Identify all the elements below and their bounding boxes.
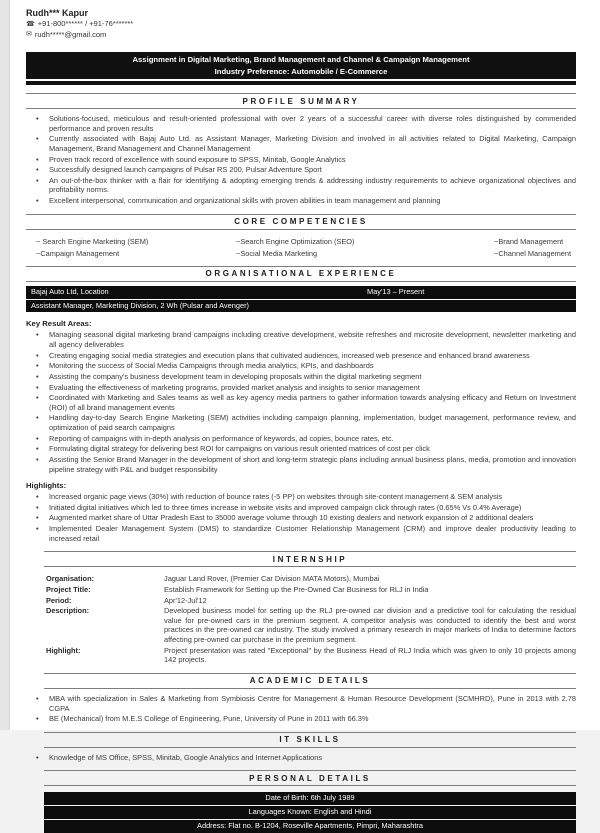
experience-role-row: [26, 300, 576, 313]
internship-row-label: Project Title:: [46, 584, 91, 594]
phone-icon: [26, 20, 35, 30]
profile-summary-list: [26, 114, 576, 206]
internship-row-label: Organisation:: [46, 574, 95, 584]
competency-item: ~Campaign Management: [36, 248, 120, 258]
list-item: • Proven track record of excellence with sound exposure to SPSS, Minitab, Google Analytics: [26, 155, 576, 165]
personal-details-box: [44, 792, 576, 833]
list-item: • Reporting of campaigns with in-depth analysis on performance of keywords, ad copies, bounce rates, etc.: [26, 434, 576, 444]
date-of-birth: Date of Birth: 6th July 1989: [44, 792, 576, 805]
section-title-organisational-experience: ORGANISATIONAL EXPERIENCE: [26, 266, 576, 282]
list-item: • Coordinated with Marketing and Sales teams as well as key agency media partners to gather information towards analysing efficacy and Return on Investment (ROI) of all brand management events: [26, 393, 576, 412]
competency-item: ~Search Engine Optimization (SEO): [236, 236, 355, 246]
list-item: • Excellent interpersonal, communication and organizational skills with proven abilities in team management and planning: [26, 196, 576, 206]
languages-known: Languages Known: English and Hindi: [44, 806, 576, 819]
internship-row-value: Establish Framework for Setting up the Pre-Owned Car Business for RLJ in India: [164, 584, 429, 594]
email-icon: [26, 30, 32, 40]
list-item: • Evaluating the effectiveness of marketing programs, provided market analysis and insights to senior management: [26, 383, 576, 393]
list-item: • Currently associated with Bajaj Auto Ltd. as Assistant Manager, Marketing Division and involved in all activities related to Digital Marketing, Campaign Management, Brand Management and Channel Management: [26, 134, 576, 153]
list-item: • MBA with specialization in Sales & Marketing from Symbiosis Centre for Management & Human Resource Development (SCMHRD), Pune in 2013 with 2.78 CGPA: [26, 694, 576, 713]
banner-strip: [26, 81, 576, 85]
list-item: • Assisting the Senior Brand Manager in the development of short and long-term strategic plans including annual business plans, media, promotion and innovation pipeline strategy with P&L and budget responsibility: [26, 455, 576, 474]
list-item: • Solutions-focused, meticulous and result-oriented professional with over 2 years of a successful career with diverse roles distinguished by commended performance and proven results: [26, 114, 576, 133]
internship-row-value: Apr'12-Jul'12: [164, 595, 207, 605]
candidate-name: Rudh*** Kapur: [26, 8, 89, 18]
internship-row-value: Project presentation was rated "Exceptional" by the Business Head of RLJ India which was given to only 10 projects among 142 projects.: [164, 645, 576, 665]
internship-row-label: Highlight:: [46, 645, 81, 655]
phone-line: [26, 19, 576, 30]
list-item: • Knowledge of MS Office, SPSS, Minitab, Google Analytics and Internet Applications: [26, 753, 576, 763]
it-skills-list: [26, 753, 576, 763]
list-item: • Initiated digital initiatives which led to three times increase in website visits and improved campaign click through rates (0.65% Vs 0.4% Average): [26, 503, 576, 513]
banner-line2: Industry Preference: Automobile / E-Commerce: [214, 66, 388, 76]
key-result-areas-label: Key Result Areas:: [26, 319, 92, 329]
highlights-list: [26, 492, 576, 543]
experience-bar: [26, 286, 576, 313]
internship-row-label: Description:: [46, 606, 90, 616]
section-title-academic-details: ACADEMIC DETAILS: [44, 673, 576, 689]
highlights-label: Highlights:: [26, 481, 67, 491]
list-item: • An out-of-the-box thinker with a flair for identifying & adopting emerging trends & addressing industry requirements to achieve organizational objectives and profitability norms.: [26, 176, 576, 195]
company-name: Bajaj Auto Ltd, Location: [31, 286, 109, 296]
page-edge: [0, 0, 10, 730]
list-item: • Increased organic page views (30%) with reduction of bounce rates (-5 PP) on websites through site-content management & SEM analysis: [26, 492, 576, 502]
list-item: • Successfully designed launch campaigns of Pulsar RS 200, Pulsar Adventure Sport: [26, 165, 576, 175]
list-item: • Handling day-to-day Search Engine Marketing (SEM) activities including campaign planning, implementation, budget management, performance review, and optimization of paid search campaigns: [26, 413, 576, 432]
internship-row-value: Developed business model for setting up the RLJ pre-owned car division and a predictive tool for calculating the residual value for pre-owned cars in the premium segment. A competitor analysis was conducted to identify the best and worst practices in the pre-owned car industry. The study involved a primary research in major markets of India to determine factors affecting pre-owned car purchase in the premium segment.: [164, 606, 576, 645]
section-title-profile-summary: PROFILE SUMMARY: [26, 93, 576, 109]
resume-page: [10, 0, 600, 831]
section-title-personal-details: PERSONAL DETAILS: [44, 770, 576, 786]
header: [26, 8, 576, 41]
key-result-areas-list: [26, 330, 576, 474]
competency-item: ~Brand Management: [494, 236, 564, 246]
list-item: • Formulating digital strategy for delivering best ROI for campaigns on various result oriented matrices of cost per click: [26, 444, 576, 454]
job-title: Assistant Manager, Marketing Division, 2 Wh (Pulsar and Avenger): [31, 300, 249, 310]
employment-period: May'13 – Present: [367, 286, 425, 296]
list-item: • Implemented Dealer Management System (DMS) to standardize Customer Relationship Management (CRM) and improve dealer productivity leading to increased retail: [26, 524, 576, 543]
competency-item: ~Social Media Marketing: [236, 248, 318, 258]
list-item: • Managing seasonal digital marketing brand campaigns including creative development, website refreshes and microsite development, newsletter marketing and all agency deliverables: [26, 330, 576, 349]
section-title-internship: INTERNSHIP: [44, 551, 576, 567]
list-item: • Creating engaging social media strategies and execution plans that cultivated audiences, increased web presence and enhanced brand awareness: [26, 351, 576, 361]
internship-row-value: Jaguar Land Rover, (Premier Car Division MATA Motors), Mumbai: [164, 574, 380, 584]
competency-item: ~ Search Engine Marketing (SEM): [36, 236, 149, 246]
competency-item: ~Channel Management: [494, 248, 572, 258]
core-competencies-grid: [26, 237, 576, 258]
list-item: • Assisting the company's business development team in developing proposals within the digital marketing segment: [26, 372, 576, 382]
academic-details-list: [26, 694, 576, 724]
address: Address: Flat no. B-1204, Roseville Apartments, Pimpri, Maharashtra: [44, 820, 576, 833]
objective-banner: [26, 52, 576, 79]
internship-details: [46, 574, 576, 665]
list-item: • BE (Mechanical) from M.E.S College of Engineering, Pune, University of Pune in 2011 with 66.3%: [26, 714, 576, 724]
internship-row-label: Period:: [46, 595, 72, 605]
banner-line1: Assignment in Digital Marketing, Brand Management and Channel & Campaign Management: [132, 55, 470, 64]
section-title-core-competencies: CORE COMPETENCIES: [26, 214, 576, 230]
list-item: • Augmented market share of Uttar Pradesh East to 35000 average volume through 10 existing dealers and network expansion of 2 additional dealers: [26, 513, 576, 523]
list-item: • Monitoring the success of Social Media Campaigns through media analytics, KPIs, and dashboards: [26, 361, 576, 371]
email-line: [26, 30, 576, 41]
experience-company-row: [26, 286, 576, 299]
email-address: rudh*****@gmail.com: [34, 30, 107, 40]
section-title-it-skills: IT SKILLS: [44, 732, 576, 748]
phone-number: +91-800****** / +91-76*******: [37, 19, 134, 29]
